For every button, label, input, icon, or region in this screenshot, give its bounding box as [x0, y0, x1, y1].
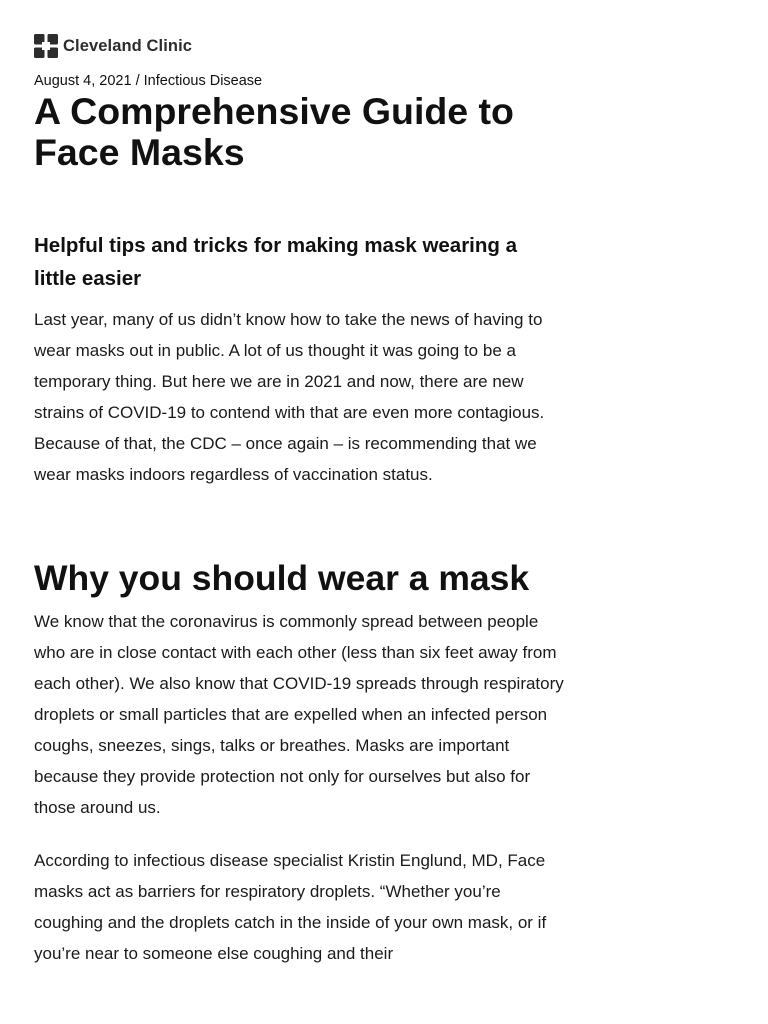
section-paragraph: According to infectious disease specialist Kristin Englund, MD, Face masks act as barriers for respiratory droplets. “Whether you’re coughing and the droplets catch in the inside of your own mask, or if you’re near to someone else coughing and their [34, 851, 547, 963]
brand-name: Cleveland Clinic [63, 36, 193, 55]
article-meta: August 4, 2021 / Infectious Disease [34, 73, 263, 89]
site-logo[interactable] [34, 33, 192, 59]
article-subtitle: Helpful tips and tricks for making mask wearing a little easier [34, 234, 518, 290]
section-heading: Why you should wear a mask [34, 558, 530, 598]
section-paragraph: We know that the coronavirus is commonly spread between people who are in close contact with each other (less than six feet away from each other). We also know that COVID-19 spreads through respiratory droplets or small particles that are expelled when an infected person coughs, sneezes, sings, talks or breathes. Masks are important because they provide protection not only for ourselves but also for those around us. [34, 612, 564, 817]
article-title: A Comprehensive Guide to Face Masks [34, 90, 514, 173]
cleveland-clinic-cross-icon [34, 34, 58, 58]
intro-paragraph: Last year, many of us didn’t know how to take the news of having to wear masks out in public. A lot of us thought it was going to be a temporary thing. But here we are in 2021 and now, there are new strains of COVID-19 to contend with that are even more contagious. Because of that, the CDC – once again – is recommending that we wear masks indoors regardless of vaccination status. [34, 310, 545, 484]
